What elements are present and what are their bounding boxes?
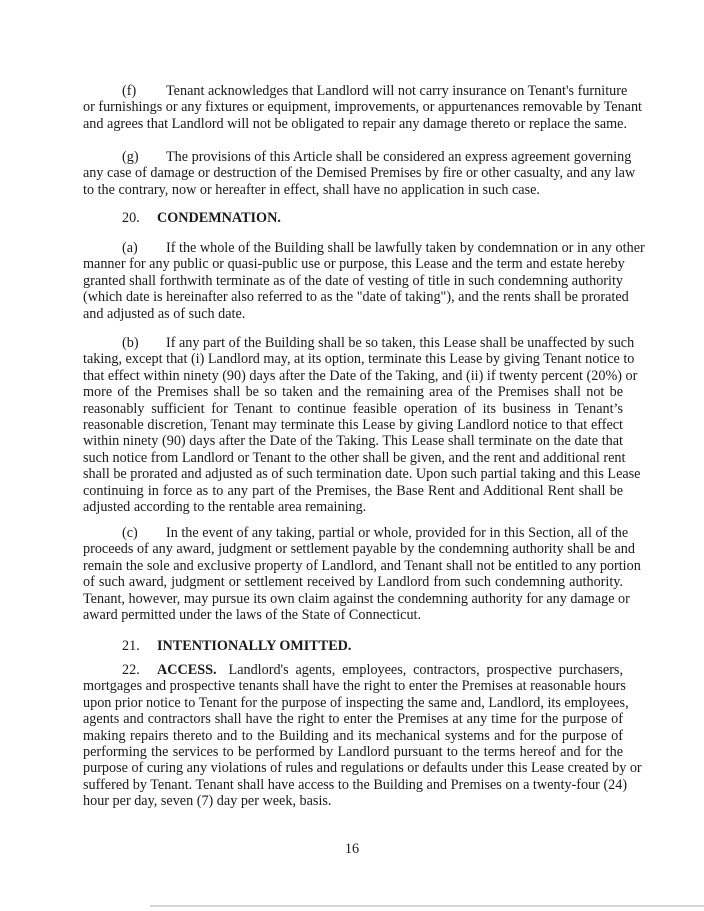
- paragraph-line: reasonable discretion, Tenant may terminate this Lease by giving Landlord notice to that effect: [83, 416, 623, 433]
- line-text: Tenant acknowledges that Landlord will not carry insurance on Tenant's furniture: [166, 83, 628, 99]
- paragraph-line: continuing in force as to any part of the Premises, the Base Rent and Additional Rent shall be: [83, 482, 623, 499]
- section-number: 22.: [122, 662, 140, 678]
- paragraph-line: of such award, judgment or settlement received by Landlord from such condemning authority.: [83, 574, 623, 591]
- page-number: 16: [344, 841, 360, 857]
- section-title: CONDEMNATION.: [157, 210, 281, 226]
- line-text: In the event of any taking, partial or whole, provided for in this Section, all of the: [166, 525, 629, 541]
- section-heading-20: [122, 210, 281, 226]
- paragraph-line: any case of damage or destruction of the Demised Premises by fire or other casualty, and any law: [83, 165, 636, 182]
- paragraph-line: [83, 662, 623, 678]
- paragraph-label: (g): [122, 149, 139, 165]
- paragraph-line: purpose of curing any violations of rules and regulations or defaults under this Lease created by or: [83, 760, 642, 777]
- paragraph-line: [83, 83, 628, 99]
- paragraph-line: performing the services to be performed by Landlord pursuant to the terms hereof and for the: [83, 743, 623, 760]
- section-title: INTENTIONALLY OMITTED.: [157, 638, 352, 654]
- paragraph-line: suffered by Tenant. Tenant shall have access to the Building and Premises on a twenty-four (24): [83, 776, 628, 793]
- paragraph-label: (f): [122, 83, 137, 99]
- line-text: If any part of the Building shall be so taken, this Lease shall be unaffected by such: [166, 335, 635, 351]
- paragraph-line: Tenant, however, may pursue its own claim against the condemning authority for any damage or: [83, 590, 630, 607]
- paragraph-f: [83, 83, 642, 132]
- paragraph-22-access: [83, 662, 642, 810]
- paragraph-line: agents and contractors shall have the right to enter the Premises at any time for the purpose of: [83, 711, 623, 728]
- paragraph-line: granted shall forthwith terminate as of the date of vesting of title in such condemning authority: [83, 272, 623, 289]
- section-heading-21: [122, 638, 351, 654]
- line-text: The provisions of this Article shall be considered an express agreement governing: [166, 149, 632, 165]
- paragraph-line: to the contrary, now or hereafter in effect, shall have no application in such case.: [83, 181, 540, 198]
- paragraph-line: remain the sole and exclusive property of Landlord, and Tenant shall not be entitled to any portion: [83, 557, 641, 574]
- paragraph-line: and adjusted as of such date.: [83, 305, 246, 322]
- paragraph-c: [83, 525, 641, 623]
- paragraph-line: [83, 149, 632, 165]
- paragraph-line: shall be prorated and adjusted as of such termination date. Upon such partial taking and this Lease: [83, 466, 641, 483]
- paragraph-line: that effect within ninety (90) days after the Date of the Taking, and (ii) if twenty percent (20%) or: [83, 367, 638, 384]
- paragraph-label: (a): [122, 240, 138, 256]
- paragraph-line: and agrees that Landlord will not be obligated to repair any damage thereto or replace the same.: [83, 115, 628, 132]
- paragraph-line: [83, 240, 645, 256]
- paragraph-b: [83, 335, 641, 515]
- section-number: 20.: [122, 210, 140, 226]
- scan-edge-divider: [150, 905, 704, 907]
- paragraph-label: (c): [122, 525, 138, 541]
- line-text: Landlord's agents, employees, contractors, prospective purchasers,: [228, 662, 623, 678]
- paragraph-line: adjusted according to the rentable area remaining.: [83, 498, 367, 515]
- paragraph-line: [83, 525, 629, 541]
- line-text: If the whole of the Building shall be lawfully taken by condemnation or in any other: [166, 240, 645, 256]
- paragraph-line: more of the Premises shall be so taken and the remaining area of the Premises shall not be: [83, 384, 623, 401]
- section-number: 21.: [122, 638, 140, 654]
- paragraph-a: [83, 240, 645, 322]
- section-title: ACCESS.: [157, 662, 217, 678]
- paragraph-line: proceeds of any award, judgment or settlement payable by the condemning authority shall be and: [83, 541, 635, 558]
- paragraph-line: [83, 335, 635, 351]
- paragraph-line: such notice from Landlord or Tenant to the other shall be given, and the rent and additional rent: [83, 449, 626, 466]
- paragraph-line: making repairs thereto and to the Building and its mechanical systems and for the purpose of: [83, 727, 623, 744]
- paragraph-line: within ninety (90) days after the Date of the Taking. This Lease shall terminate on the date that: [83, 433, 623, 450]
- paragraph-line: (which date is hereinafter also referred to as the "date of taking"), and the rents shall be prorated: [83, 289, 629, 306]
- paragraph-line: manner for any public or quasi-public use or purpose, this Lease and the term and estate hereby: [83, 256, 625, 273]
- paragraph-line: reasonably sufficient for Tenant to continue feasible operation of its business in Tenant’s: [83, 400, 623, 417]
- paragraph-line: or furnishings or any fixtures or equipment, improvements, or appurtenances removable by Tenant: [83, 99, 642, 116]
- paragraph-g: [83, 149, 636, 198]
- paragraph-line: award permitted under the laws of the State of Connecticut.: [83, 606, 422, 623]
- paragraph-line: taking, except that (i) Landlord may, at its option, terminate this Lease by giving Tenant notice to: [83, 351, 635, 368]
- paragraph-line: upon prior notice to Tenant for the purpose of inspecting the same and, Landlord, its employees,: [83, 694, 629, 711]
- paragraph-label: (b): [122, 335, 139, 351]
- paragraph-line: hour per day, seven (7) day per week, basis.: [83, 793, 332, 810]
- paragraph-line: mortgages and prospective tenants shall have the right to enter the Premises at reasonable hours: [83, 678, 626, 695]
